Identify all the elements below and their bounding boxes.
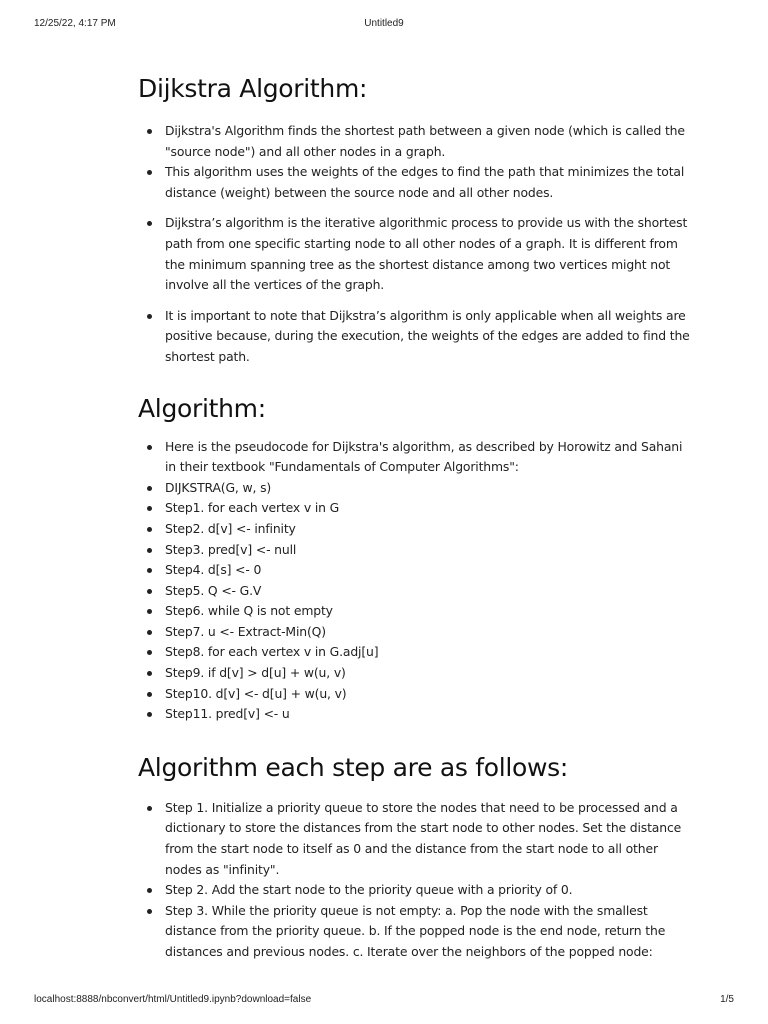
list-item: Step3. pred[v] <- null: [165, 540, 690, 561]
list-item: Step6. while Q is not empty: [165, 601, 690, 622]
list-item: Step9. if d[v] > d[u] + w(u, v): [165, 663, 690, 684]
list-item: Step 3. While the priority queue is not empty: a. Pop the node with the smallest distance from the priority queue. b. If the popped node is the end node, return the distances and previous nodes. c. Iterate over the neighbors of the popped node:: [165, 901, 690, 963]
list-item: This algorithm uses the weights of the edges to find the path that minimizes the total distance (weight) between the source node and all other nodes.: [165, 162, 690, 203]
print-url: localhost:8888/nbconvert/html/Untitled9.ipynb?download=false: [34, 994, 312, 1005]
steps-list: [138, 798, 690, 963]
list-item: DIJKSTRA(G, w, s): [165, 478, 690, 499]
list-item: Step2. d[v] <- infinity: [165, 519, 690, 540]
list-item: Dijkstra's Algorithm finds the shortest path between a given node (which is called the "source node") and all other nodes in a graph.: [165, 121, 690, 162]
list-item: Step1. for each vertex v in G: [165, 498, 690, 519]
list-item: Here is the pseudocode for Dijkstra's algorithm, as described by Horowitz and Sahani in their textbook "Fundamentals of Computer Algorithms":: [165, 437, 690, 478]
list-item: Step 2. Add the start node to the priority queue with a priority of 0.: [165, 880, 690, 901]
intro-list: [138, 121, 690, 368]
list-item: Step10. d[v] <- d[u] + w(u, v): [165, 684, 690, 705]
list-item: It is important to note that Dijkstra’s algorithm is only applicable when all weights are positive because, during the execution, the weights of the edges are added to find the shortest path.: [165, 306, 690, 368]
pseudocode-list: [138, 437, 690, 725]
heading-algorithm-steps: Algorithm each step are as follows:: [138, 752, 568, 782]
heading-algorithm: Algorithm:: [138, 393, 266, 423]
list-item: Step 1. Initialize a priority queue to store the nodes that need to be processed and a dictionary to store the distances from the start node to other nodes. Set the distance from the start node to itself as 0 and the distance from the start node to all other nodes as "infinity".: [165, 798, 690, 880]
page-number: 1/5: [720, 994, 734, 1005]
list-item: Step11. pred[v] <- u: [165, 704, 690, 725]
print-timestamp: 12/25/22, 4:17 PM: [34, 18, 116, 29]
list-item: Step4. d[s] <- 0: [165, 560, 690, 581]
heading-dijkstra-algorithm: Dijkstra Algorithm:: [138, 74, 368, 103]
notebook-content: [138, 66, 690, 963]
list-item: Step5. Q <- G.V: [165, 581, 690, 602]
list-item: Step8. for each vertex v in G.adj[u]: [165, 642, 690, 663]
list-item: Step7. u <- Extract-Min(Q): [165, 622, 690, 643]
print-document-title: Untitled9: [364, 18, 404, 29]
list-item: Dijkstra’s algorithm is the iterative algorithmic process to provide us with the shortest path from one specific starting node to all other nodes of a graph. It is different from the minimum spanning tree as the shortest distance among two vertices might not involve all the vertices of the graph.: [165, 213, 690, 295]
